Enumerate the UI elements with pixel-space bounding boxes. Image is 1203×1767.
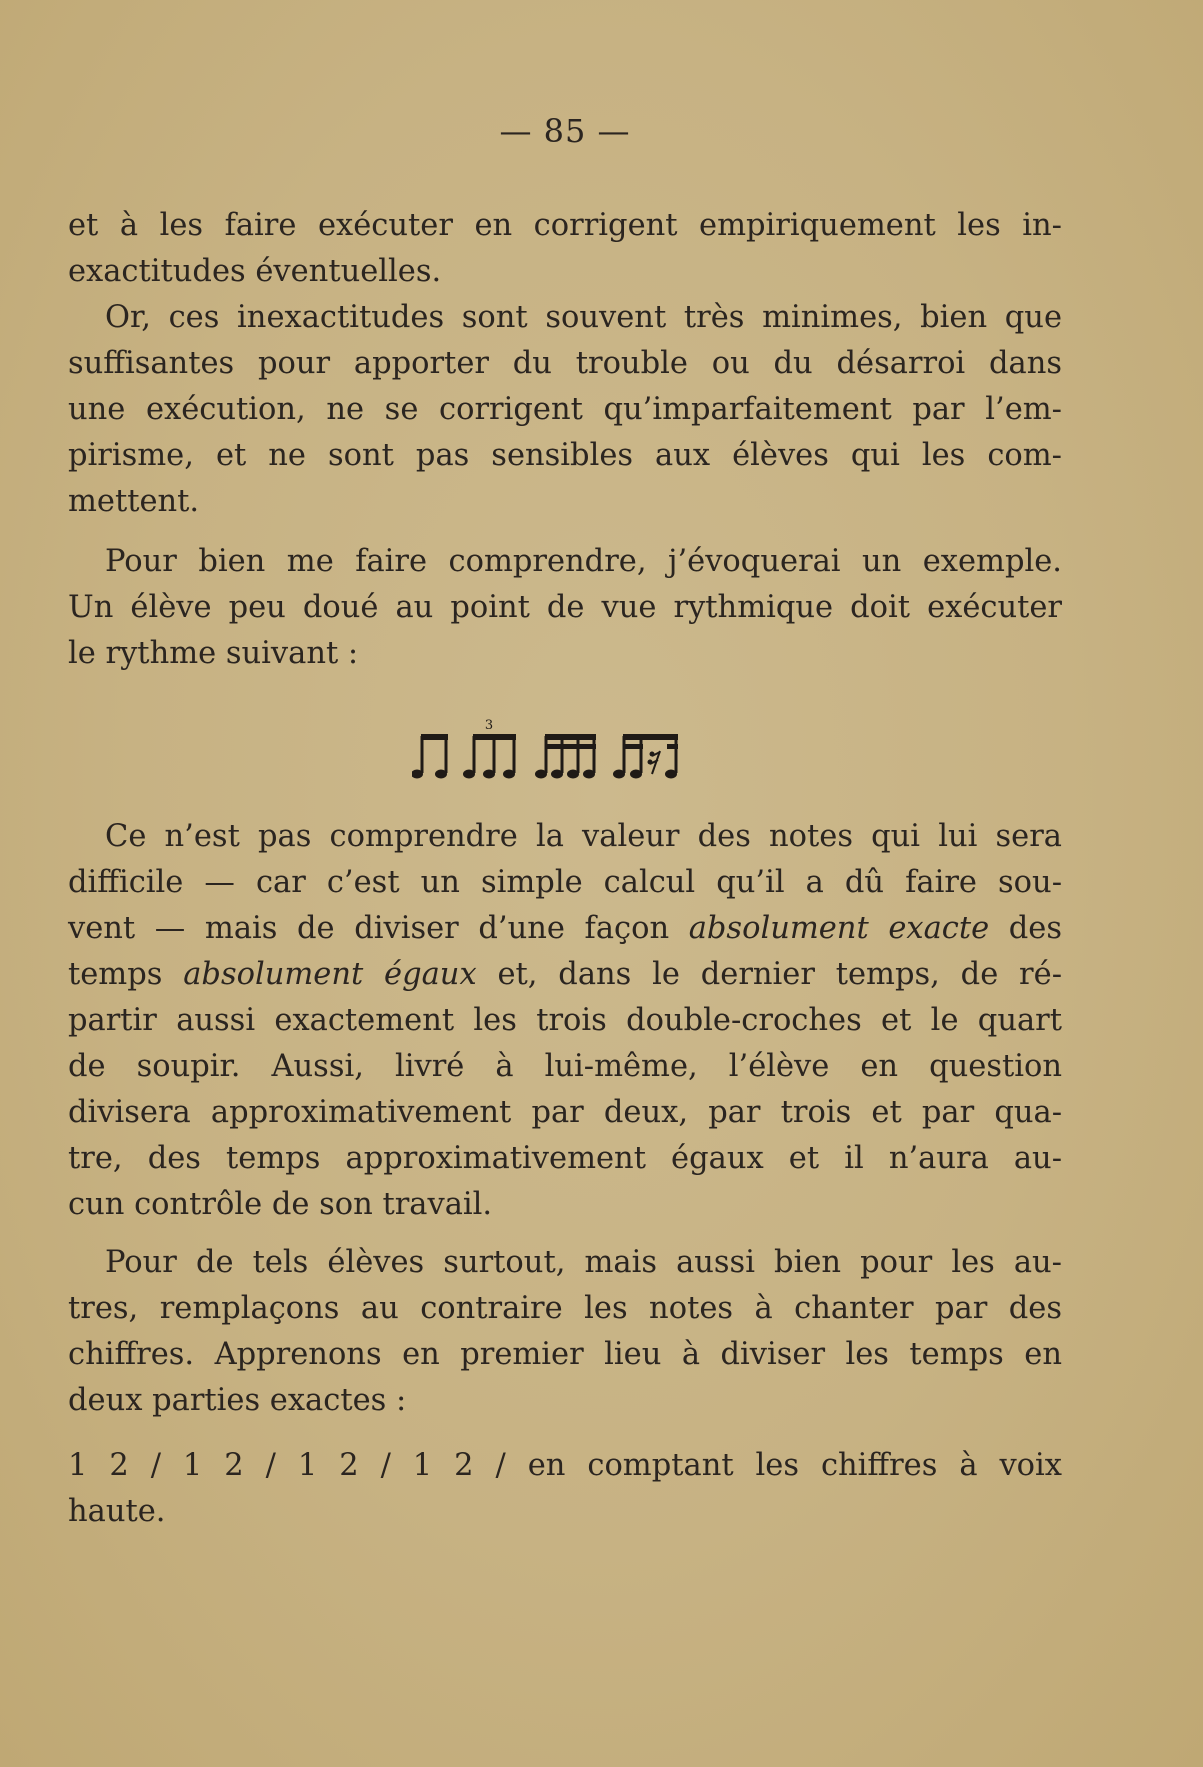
text-line: divisera approximativement par deux, par trois et par qua- (68, 1095, 1062, 1130)
paragraph-2 (68, 539, 1062, 677)
text-line-with-emphasis (68, 906, 1062, 952)
text-line: mettent. (68, 484, 200, 519)
triplet-marker: 3 (484, 718, 494, 733)
text-line: Un élève peu doué au point de vue rythmique doit exécuter (68, 590, 1062, 625)
eighth-note-pair (412, 734, 448, 779)
sixteenth-note-group (535, 734, 596, 779)
text-line: Ce n’est pas comprendre la valeur des notes qui lui sera (105, 819, 1062, 854)
text-run: temps (68, 957, 163, 992)
sixteenth-rest (648, 751, 661, 774)
emphasis-text: absolument exacte (688, 911, 990, 946)
text-line: et à les faire exécuter en corrigent empiriquement les in- (68, 208, 1062, 243)
paragraph-3 (68, 814, 1062, 1228)
paragraph-1 (68, 203, 1062, 525)
text-line: tres, remplaçons au contraire les notes à chanter par des (68, 1291, 1062, 1326)
rhythm-notation-svg (412, 718, 702, 788)
text-line: chiffres. Apprenons en premier lieu à diviser les temps en (68, 1337, 1062, 1372)
sixteenth-notes-with-rest (613, 734, 678, 779)
eighth-note-triplet (463, 718, 516, 779)
text-line: haute. (68, 1494, 166, 1529)
text-line: exactitudes éventuelles. (68, 254, 442, 289)
text-line: une exécution, ne se corrigent qu’imparfaitement par l’em- (68, 392, 1062, 427)
paragraph-4 (68, 1240, 1062, 1424)
text-line: partir aussi exactement les trois double-croches et le quart (68, 1003, 1062, 1038)
text-line: cun contrôle de son travail. (68, 1187, 493, 1222)
text-line-with-emphasis (68, 952, 1062, 998)
paragraph-5 (68, 1443, 1062, 1535)
text-line: le rythme suivant : (68, 636, 359, 671)
emphasis-text: absolument égaux (183, 957, 477, 992)
text-line: deux parties exactes : (68, 1383, 407, 1418)
text-line: pirisme, et ne sont pas sensibles aux élèves qui les com- (68, 438, 1062, 473)
text-line: difficile — car c’est un simple calcul qu’il a dû faire sou- (68, 865, 1062, 900)
text-run: vent — mais de diviser d’une façon (68, 911, 670, 946)
text-run: des (1008, 911, 1063, 946)
rhythm-notation-figure (412, 718, 702, 788)
text-line: suffisantes pour apporter du trouble ou du désarroi dans (68, 346, 1062, 381)
page-number: — 85 — (499, 112, 631, 150)
text-run: et, dans le dernier temps, de ré- (497, 957, 1062, 992)
text-line: tre, des temps approximativement égaux et il n’aura au- (68, 1141, 1062, 1176)
text-line: Or, ces inexactitudes sont souvent très minimes, bien que (105, 300, 1062, 335)
text-line: Pour de tels élèves surtout, mais aussi bien pour les au- (105, 1245, 1062, 1280)
text-line: Pour bien me faire comprendre, j’évoquerai un exemple. (105, 544, 1062, 579)
text-line: de soupir. Aussi, livré à lui-même, l’élève en question (68, 1049, 1062, 1084)
text-line: 1 2 / 1 2 / 1 2 / 1 2 / en comptant les chiffres à voix (68, 1448, 1062, 1483)
